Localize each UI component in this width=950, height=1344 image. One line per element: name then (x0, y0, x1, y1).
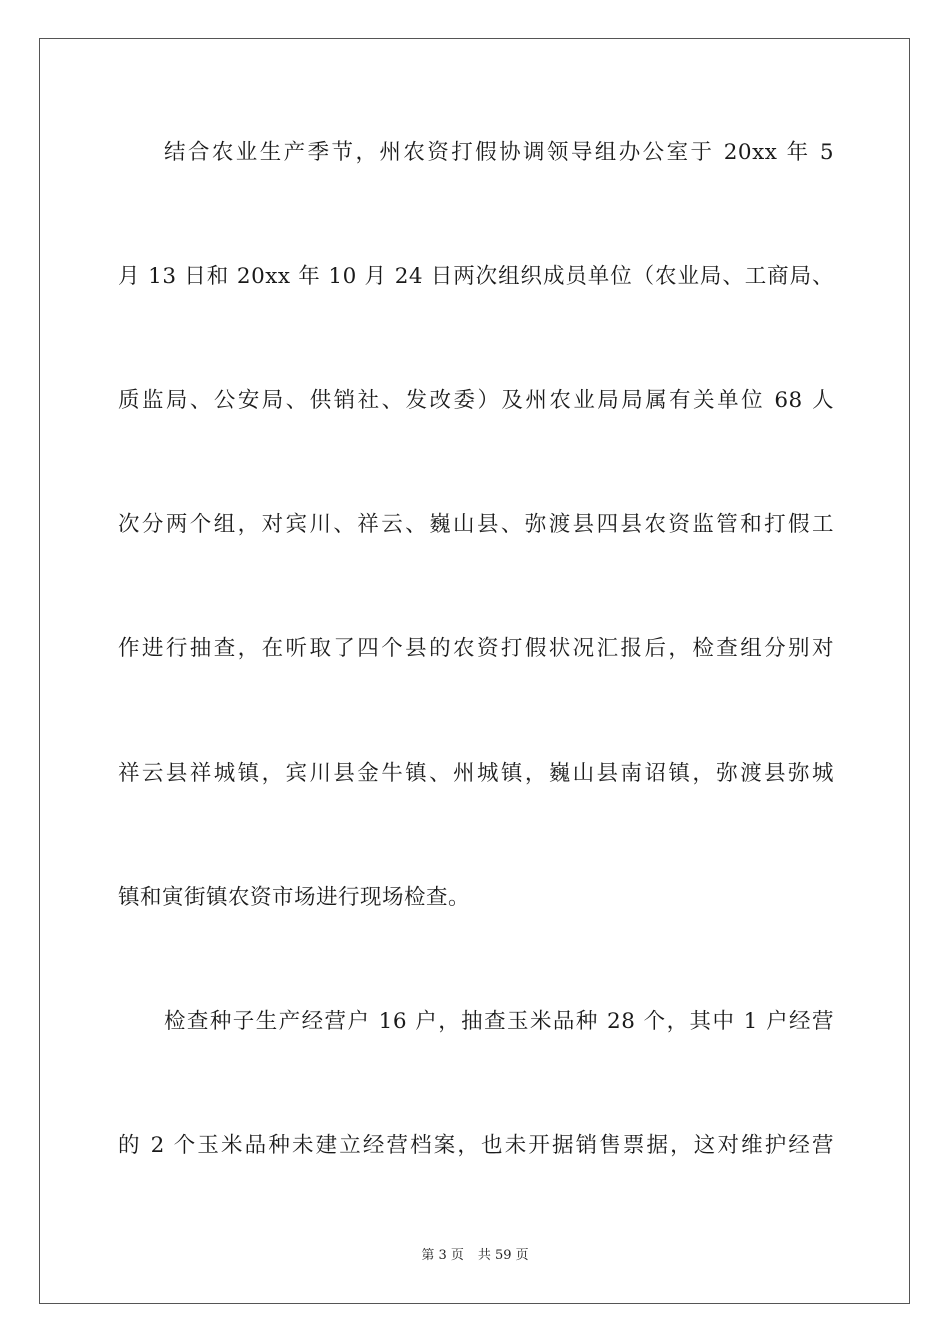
paragraph-1-line-1: 结合农业生产季节，州农资打假协调领导组办公室于 20xx 年 5 (164, 140, 834, 165)
paragraph-1-line-4: 次分两个组，对宾川、祥云、巍山县、弥渡县四县农资监管和打假工 (118, 512, 834, 537)
page-number: 第 3 页 (421, 1248, 464, 1263)
paragraph-1-line-3: 质监局、公安局、供销社、发改委）及州农业局局属有关单位 68 人 (118, 388, 834, 413)
paragraph-2-line-1: 检查种子生产经营户 16 户，抽查玉米品种 28 个，其中 1 户经营 (164, 1009, 834, 1034)
page-total: 共 59 页 (477, 1248, 529, 1263)
paragraph-2-line-2: 的 2 个玉米品种未建立经营档案，也未开据销售票据，这对维护经营 (118, 1133, 834, 1158)
paragraph-1-line-6: 祥云县祥城镇，宾川县金牛镇、州城镇，巍山县南诏镇，弥渡县弥城 (118, 761, 834, 786)
paragraph-1-line-7: 镇和寅街镇农资市场进行现场检查。 (118, 885, 471, 910)
page-footer (0, 1247, 950, 1265)
page-border (39, 38, 910, 1304)
paragraph-1-line-2: 月 13 日和 20xx 年 10 月 24 日两次组织成员单位（农业局、工商局、 (118, 264, 834, 289)
paragraph-1-line-5: 作进行抽查，在听取了四个县的农资打假状况汇报后，检查组分别对 (118, 636, 834, 661)
